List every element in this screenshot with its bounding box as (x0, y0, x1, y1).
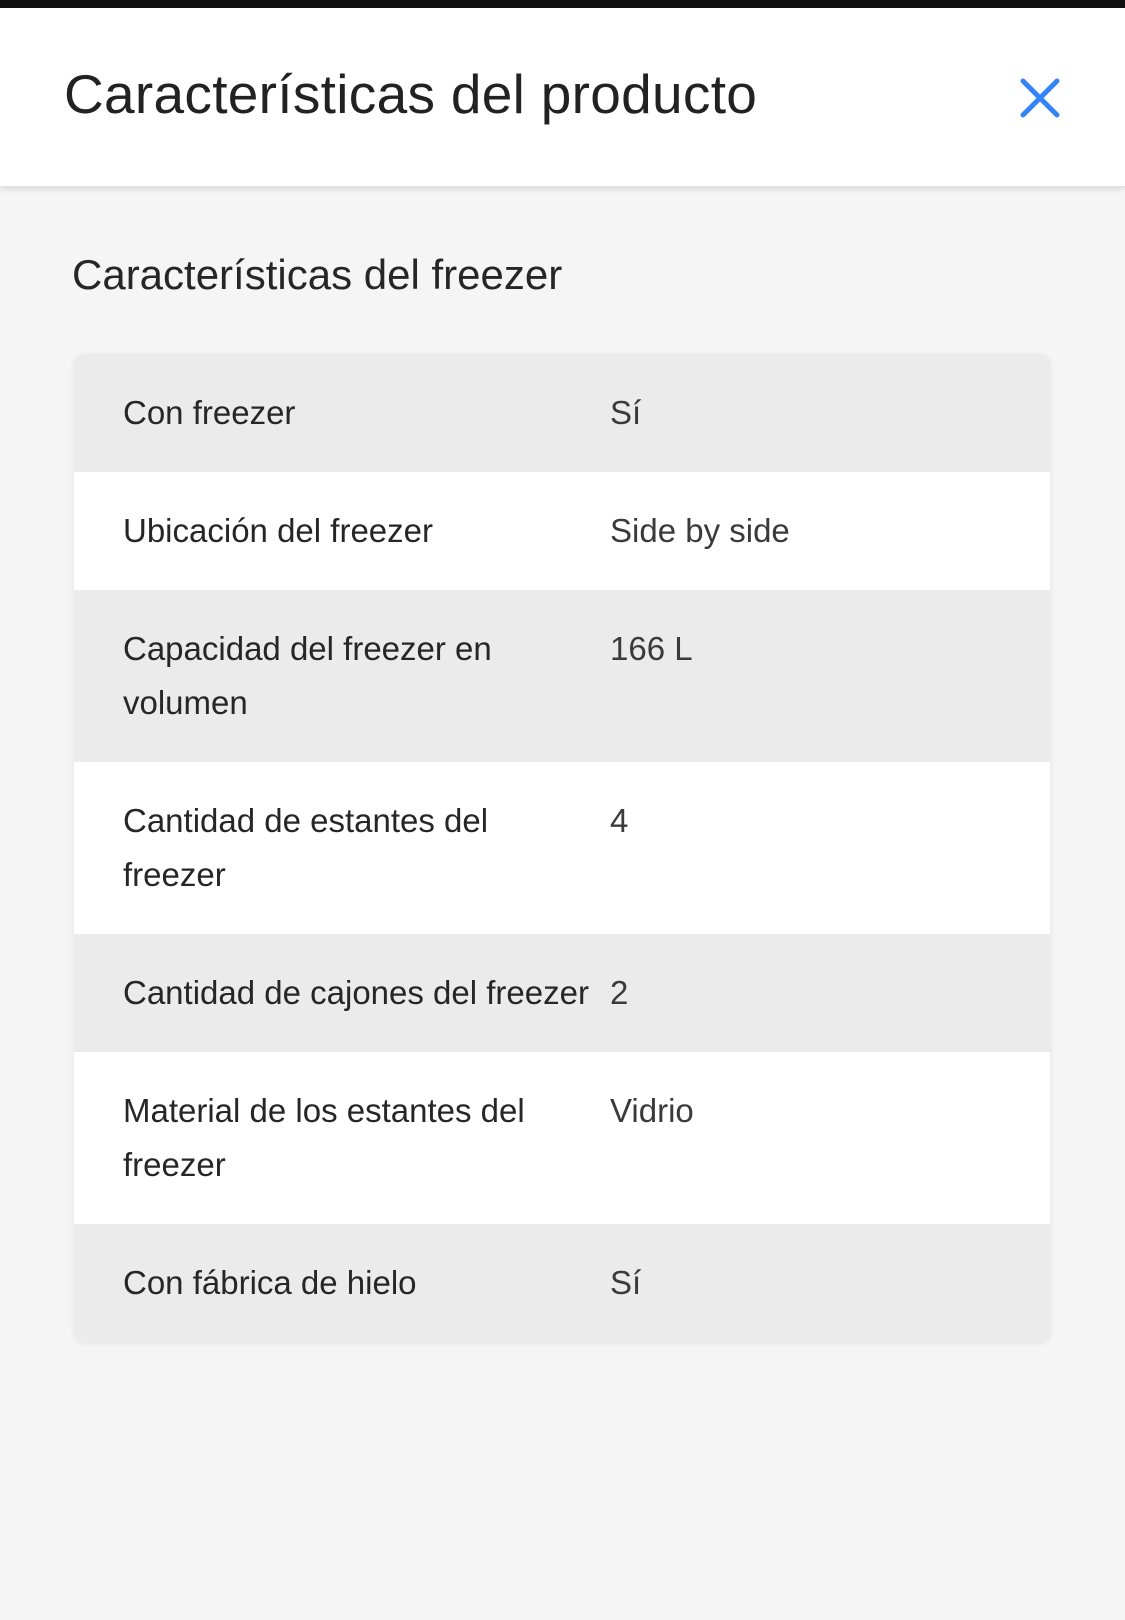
spec-value: Side by side (610, 512, 790, 549)
spec-label: Material de los estantes del freezer (123, 1092, 525, 1183)
close-button[interactable] (1010, 68, 1070, 128)
table-row (74, 1052, 1050, 1224)
spec-value: 2 (610, 974, 629, 1011)
spec-label: Con freezer (123, 394, 296, 431)
spec-value: Vidrio (610, 1092, 694, 1129)
table-row (74, 1224, 1050, 1342)
spec-value: Sí (610, 1264, 642, 1301)
table-row (74, 934, 1050, 1052)
close-icon (1020, 78, 1060, 118)
spec-label: Capacidad del freezer en volumen (123, 630, 492, 721)
spec-label: Cantidad de estantes del freezer (123, 802, 489, 893)
specs-table (74, 354, 1050, 1342)
spec-label: Con fábrica de hielo (123, 1264, 417, 1301)
table-row (74, 762, 1050, 934)
page-title: Características del producto (64, 63, 758, 125)
spec-label: Ubicación del freezer (123, 512, 433, 549)
table-row (74, 472, 1050, 590)
section-title: Características del freezer (72, 251, 563, 298)
table-row (74, 354, 1050, 472)
spec-value: 166 L (610, 630, 693, 667)
status-bar-edge (0, 0, 1125, 8)
spec-value: 4 (610, 802, 629, 839)
modal-content (0, 186, 1125, 1620)
modal-header (0, 8, 1125, 187)
spec-value: Sí (610, 394, 642, 431)
table-row (74, 590, 1050, 762)
spec-label: Cantidad de cajones del freezer (123, 974, 589, 1011)
